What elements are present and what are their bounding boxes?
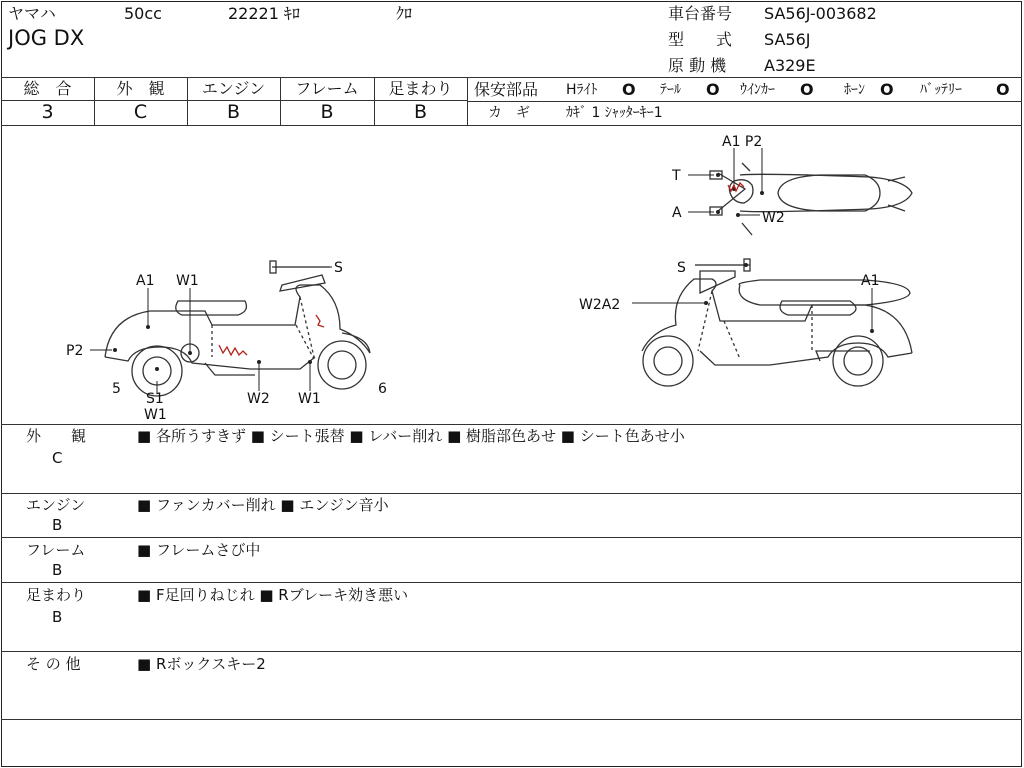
right-label-a1: A1: [861, 273, 880, 289]
left-label-s: S: [334, 260, 343, 276]
scooter-diagram: [0, 125, 1024, 425]
suspension-label: 足まわり: [388, 79, 453, 98]
right-label-w2a2: W2A2: [579, 297, 621, 313]
remark-grade: B: [52, 516, 63, 534]
top-view: [710, 163, 912, 305]
overall-grade: 3: [41, 101, 54, 123]
remark-text: ■ Rボックスキー2: [137, 655, 266, 673]
remark-text: ■ ファンカバー削れ ■ エンジン音小: [137, 496, 389, 514]
divider: [467, 77, 468, 125]
remark-label: そ の 他: [26, 655, 81, 673]
key-value: ｶｷﾞ 1 ｼｬｯﾀｰｷｰ1: [566, 105, 663, 121]
overall-label: 総 合: [23, 79, 72, 98]
remark-label: フレーム: [26, 541, 86, 559]
divider: [1, 719, 1022, 720]
displacement: 50cc: [124, 4, 162, 23]
battery-label: ﾊﾞｯﾃﾘｰ: [920, 82, 962, 98]
top-label-w2: W2: [762, 210, 785, 226]
left-label-w1-top: W1: [176, 273, 199, 289]
frame-grade: B: [320, 101, 334, 123]
horn-label: ﾎｰﾝ: [844, 82, 865, 98]
remark-text: ■ F足回りねじれ ■ Rブレーキ効き悪い: [137, 586, 409, 604]
frame-grade-label: フレーム: [295, 79, 359, 98]
divider: [1, 582, 1022, 583]
left-label-6: 6: [378, 381, 387, 397]
headlight-label: Hﾗｲﾄ: [566, 82, 598, 98]
safety-label: 保安部品: [474, 80, 539, 99]
exterior-grade: C: [133, 101, 148, 123]
frame-no-label: 車台番号: [668, 4, 733, 23]
color: ｸﾛ: [396, 4, 413, 23]
left-label-a1: A1: [136, 273, 155, 289]
engine-label: 原 動 機: [668, 56, 727, 75]
remark-grade: B: [52, 608, 63, 626]
tail-mark: O: [706, 80, 720, 99]
type-value: SA56J: [764, 30, 811, 49]
headlight-mark: O: [622, 80, 636, 99]
divider: [1, 537, 1022, 538]
winker-label: ｳｲﾝｶｰ: [740, 82, 775, 98]
left-label-w1-right: W1: [298, 391, 321, 407]
left-label-5: 5: [112, 381, 121, 397]
horn-mark: O: [880, 80, 894, 99]
remark-label: エンジン: [26, 496, 86, 514]
tail-label: ﾃｰﾙ: [660, 82, 681, 98]
divider: [1, 77, 1022, 78]
winker-mark: O: [800, 80, 814, 99]
mileage: 22221 ｷﾛ: [228, 4, 300, 23]
left-label-w1-bottom: W1: [144, 407, 167, 423]
model-name: JOG DX: [8, 26, 85, 50]
remark-text: ■ フレームさび中: [137, 541, 261, 559]
remark-grade: B: [52, 561, 63, 579]
suspension-grade: B: [413, 101, 428, 123]
divider: [468, 101, 1022, 102]
key-label: カ ギ: [488, 105, 530, 121]
left-label-w2: W2: [247, 391, 270, 407]
right-label-s: S: [677, 260, 686, 276]
engine-grade-label: エンジン: [201, 79, 266, 98]
engine-grade: B: [226, 101, 241, 123]
divider: [1, 493, 1022, 494]
engine-value: A329E: [764, 56, 816, 75]
maker: ヤマハ: [8, 4, 56, 23]
frame-no: SA56J-003682: [764, 4, 877, 23]
divider: [1, 651, 1022, 652]
battery-mark: O: [996, 80, 1010, 99]
exterior-label: 外 観: [116, 79, 165, 98]
remark-grade: C: [52, 449, 63, 467]
top-label-a: A: [672, 205, 682, 221]
type-label: 型 式: [668, 30, 733, 49]
remark-text: ■ 各所うすきず ■ シート張替 ■ レバー削れ ■ 樹脂部色あせ ■ シート色あせ小: [137, 427, 685, 445]
left-label-p2: P2: [66, 343, 84, 359]
top-label-a1p2: A1 P2: [722, 134, 763, 150]
remark-label: 足まわり: [26, 586, 87, 604]
remark-label: 外 観: [26, 427, 87, 445]
left-label-s1: S1: [146, 391, 164, 407]
top-label-t: T: [672, 168, 681, 184]
